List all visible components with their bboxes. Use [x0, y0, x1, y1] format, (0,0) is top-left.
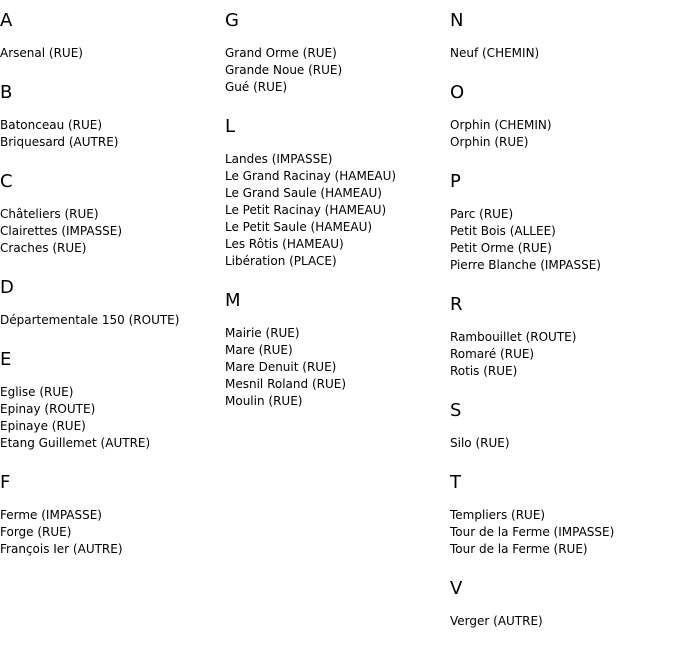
- street-list: [450, 329, 675, 380]
- street-list-item: Craches (RUE): [0, 241, 87, 255]
- street-list-item: Le Grand Saule (HAMEAU): [225, 186, 382, 200]
- street-list-item: Les Rôtis (HAMEAU): [225, 237, 344, 251]
- street-list-item: Tour de la Ferme (RUE): [450, 542, 588, 556]
- street-list-item: Batonceau (RUE): [0, 118, 103, 132]
- section-letter-heading: T: [450, 472, 461, 493]
- section-letter-heading: O: [450, 82, 465, 103]
- section-letter-heading: S: [450, 400, 462, 421]
- street-list: [225, 325, 445, 410]
- street-list-item: Parc (RUE): [450, 207, 514, 221]
- street-list: [450, 435, 675, 452]
- street-list-item: Landes (IMPASSE): [225, 152, 333, 166]
- street-list-item: Eglise (RUE): [0, 385, 74, 399]
- street-list: [450, 206, 675, 274]
- street-list-item: François Ier (AUTRE): [0, 542, 123, 556]
- street-list: [0, 117, 220, 151]
- street-list-item: Mairie (RUE): [225, 326, 300, 340]
- letter-section: [0, 171, 220, 257]
- section-letter-heading: P: [450, 171, 461, 192]
- letter-section: [225, 290, 445, 410]
- street-list-item: Mare (RUE): [225, 343, 293, 357]
- street-list-item: Pierre Blanche (IMPASSE): [450, 258, 601, 272]
- index-column-2: [225, 10, 445, 430]
- letter-section: [0, 82, 220, 151]
- street-list: [0, 507, 220, 558]
- street-list: [225, 151, 445, 270]
- street-list-item: Clairettes (IMPASSE): [0, 224, 123, 238]
- street-list-item: Orphin (CHEMIN): [450, 118, 552, 132]
- letter-section: [450, 82, 675, 151]
- street-list-item: Le Petit Racinay (HAMEAU): [225, 203, 387, 217]
- street-list-item: Verger (AUTRE): [450, 614, 543, 628]
- letter-section: [225, 116, 445, 270]
- street-list-item: Départementale 150 (ROUTE): [0, 313, 180, 327]
- street-list-item: Neuf (CHEMIN): [450, 46, 540, 60]
- section-letter-heading: F: [0, 472, 11, 493]
- street-list-item: Petit Orme (RUE): [450, 241, 552, 255]
- letter-section: [0, 10, 220, 62]
- street-list: [450, 507, 675, 558]
- street-list-item: Epinay (ROUTE): [0, 402, 96, 416]
- street-list-item: Forge (RUE): [0, 525, 72, 539]
- section-letter-heading: N: [450, 10, 464, 31]
- section-letter-heading: B: [0, 82, 13, 103]
- street-list-item: Epinaye (RUE): [0, 419, 86, 433]
- street-list-item: Le Grand Racinay (HAMEAU): [225, 169, 397, 183]
- street-list: [0, 312, 220, 329]
- street-list: [0, 384, 220, 452]
- section-letter-heading: E: [0, 349, 12, 370]
- letter-section: [450, 400, 675, 452]
- street-list-item: Arsenal (RUE): [0, 46, 83, 60]
- street-list-item: Moulin (RUE): [225, 394, 303, 408]
- street-list-item: Libération (PLACE): [225, 254, 337, 268]
- letter-section: [450, 171, 675, 274]
- section-letter-heading: R: [450, 294, 463, 315]
- street-list-item: Grande Noue (RUE): [225, 63, 343, 77]
- section-letter-heading: M: [225, 290, 241, 311]
- section-letter-heading: A: [0, 10, 13, 31]
- index-column-3: [450, 10, 675, 650]
- street-list-item: Rambouillet (ROUTE): [450, 330, 577, 344]
- letter-section: [450, 294, 675, 380]
- letter-section: [450, 578, 675, 630]
- street-list-item: Mare Denuit (RUE): [225, 360, 337, 374]
- street-list-item: Le Petit Saule (HAMEAU): [225, 220, 373, 234]
- street-list: [450, 613, 675, 630]
- street-list-item: Gué (RUE): [225, 80, 288, 94]
- street-list: [450, 45, 675, 62]
- section-letter-heading: G: [225, 10, 239, 31]
- letter-section: [450, 472, 675, 558]
- letter-section: [0, 349, 220, 452]
- street-list: [0, 45, 220, 62]
- street-list-item: Ferme (IMPASSE): [0, 508, 102, 522]
- section-letter-heading: L: [225, 116, 236, 137]
- section-letter-heading: V: [450, 578, 463, 599]
- street-list-item: Romaré (RUE): [450, 347, 535, 361]
- street-list: [450, 117, 675, 151]
- street-list-item: Petit Bois (ALLEE): [450, 224, 556, 238]
- letter-section: [225, 10, 445, 96]
- street-list-item: Silo (RUE): [450, 436, 510, 450]
- letter-section: [0, 472, 220, 558]
- street-list-item: Châteliers (RUE): [0, 207, 99, 221]
- street-list: [0, 206, 220, 257]
- street-list-item: Etang Guillemet (AUTRE): [0, 436, 151, 450]
- street-list-item: Orphin (RUE): [450, 135, 529, 149]
- street-list-item: Grand Orme (RUE): [225, 46, 337, 60]
- street-list-item: Briquesard (AUTRE): [0, 135, 119, 149]
- letter-section: [450, 10, 675, 62]
- index-column-1: [0, 10, 220, 578]
- street-list: [225, 45, 445, 96]
- section-letter-heading: C: [0, 171, 13, 192]
- section-letter-heading: D: [0, 277, 14, 298]
- street-list-item: Templiers (RUE): [450, 508, 546, 522]
- letter-section: [0, 277, 220, 329]
- street-list-item: Tour de la Ferme (IMPASSE): [450, 525, 615, 539]
- street-list-item: Rotis (RUE): [450, 364, 518, 378]
- street-list-item: Mesnil Roland (RUE): [225, 377, 347, 391]
